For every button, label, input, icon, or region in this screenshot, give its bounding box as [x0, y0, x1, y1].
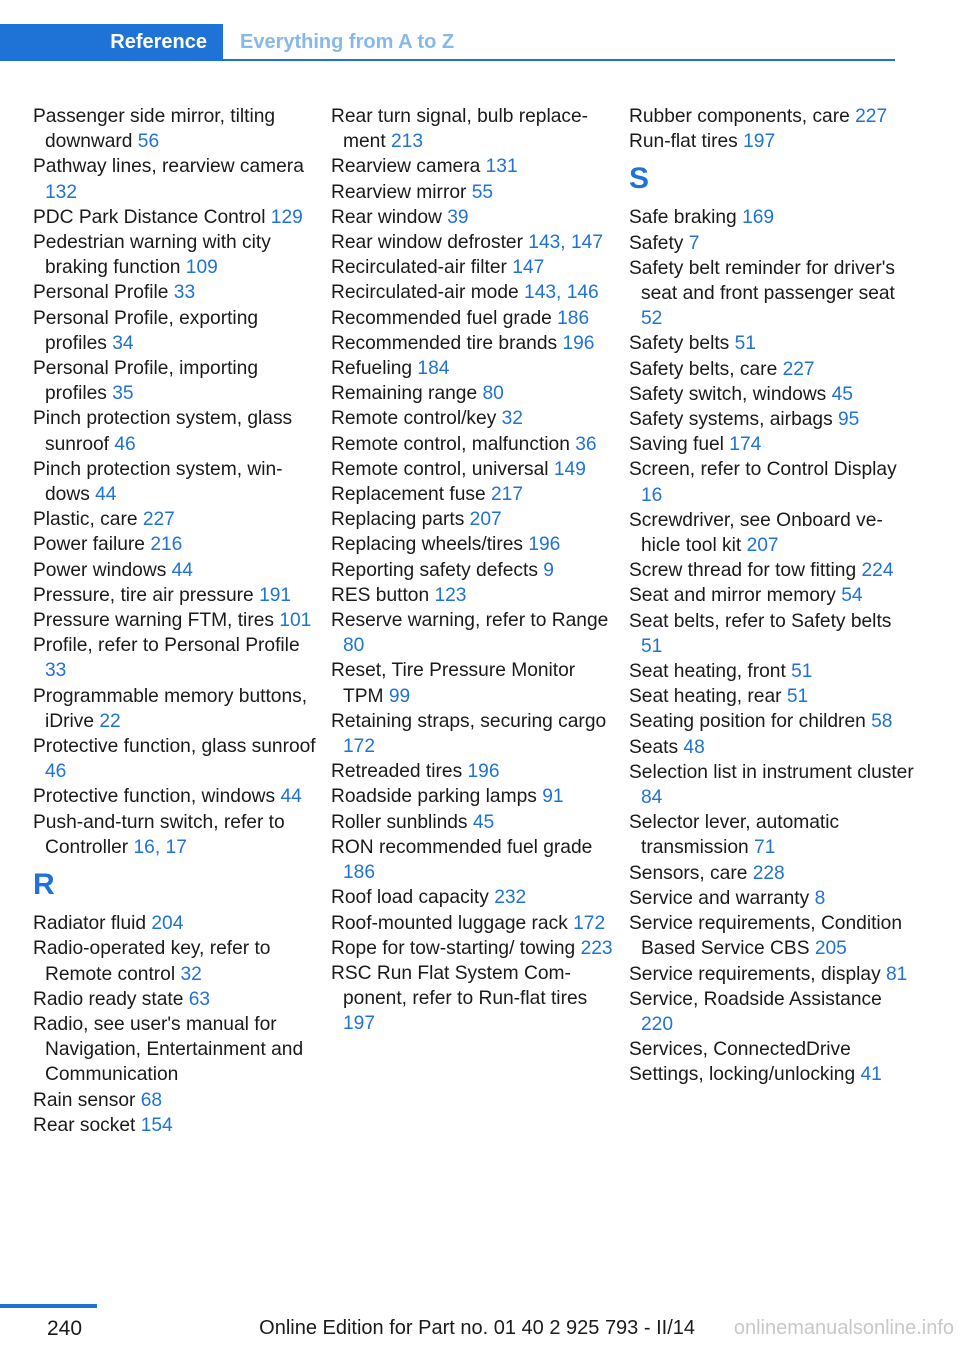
- page-reference-link[interactable]: 71: [754, 837, 776, 859]
- page-reference-link[interactable]: 147: [512, 257, 545, 279]
- page-reference-link[interactable]: 197: [743, 131, 776, 153]
- index-term: Safety systems, airbags: [629, 409, 839, 431]
- index-entry: [33, 911, 318, 936]
- index-entry: [629, 558, 914, 583]
- index-term: Personal Profile: [33, 282, 174, 304]
- page-reference-link[interactable]: 186: [343, 862, 376, 884]
- index-entry: [629, 1062, 914, 1087]
- page-reference-link[interactable]: 54: [841, 585, 863, 607]
- page-reference-link[interactable]: 196: [467, 761, 500, 783]
- index-entry: [331, 205, 616, 230]
- page-reference-link[interactable]: 101: [279, 610, 312, 632]
- index-term: Recommended tire brands: [331, 332, 563, 354]
- index-term: Pathway lines, rearview camera: [33, 156, 304, 178]
- page-reference-link[interactable]: 172: [573, 912, 606, 934]
- index-term: Seat belts, refer to Safety belts: [629, 610, 892, 632]
- index-term: Selector lever, automatic transmission: [629, 812, 840, 859]
- index-entry: [331, 331, 616, 356]
- index-entry: [629, 659, 914, 684]
- page-reference-link[interactable]: 205: [814, 938, 847, 960]
- page-reference-link[interactable]: 227: [782, 358, 815, 380]
- index-term: RON recommended fuel grade: [331, 836, 593, 858]
- index-term: Rear socket: [33, 1114, 141, 1136]
- page-reference-link[interactable]: 33: [45, 660, 67, 682]
- index-term: Personal Profile, importing profiles: [33, 358, 259, 405]
- index-term: Radio, see user's manual for Navigation, Entertainment and Communication: [33, 1013, 304, 1086]
- page-reference-link[interactable]: 51: [791, 661, 813, 683]
- index-term: Safety switch, windows: [629, 383, 832, 405]
- index-entry: [331, 406, 616, 431]
- index-term: Seat and mirror memory: [629, 585, 842, 607]
- index-term: Screen, refer to Control Display: [629, 459, 897, 481]
- page-reference-link[interactable]: 169: [742, 207, 775, 229]
- index-term: Pressure warning FTM, tires: [33, 610, 280, 632]
- page-reference-link[interactable]: 84: [641, 787, 663, 809]
- index-term: Screwdriver, see Onboard vehicle tool kit: [629, 509, 883, 557]
- index-column-2: [331, 104, 616, 1037]
- page-reference-link[interactable]: 36: [575, 433, 597, 455]
- index-entry: [629, 709, 914, 734]
- index-term: Rear turn signal, bulb replacement: [331, 106, 589, 153]
- index-term: Pinch protection system, glass sunroof: [33, 408, 293, 455]
- index-entry: [331, 658, 616, 708]
- index-term: PDC Park Distance Control: [33, 206, 271, 228]
- index-term: Seat heating, front: [629, 661, 792, 683]
- page-reference-link[interactable]: 196: [562, 332, 595, 354]
- page-reference-link[interactable]: 35: [112, 383, 134, 405]
- index-entry: [629, 760, 914, 810]
- index-entry: [33, 810, 318, 860]
- index-entry: [629, 231, 914, 256]
- page-reference-link[interactable]: 45: [831, 383, 853, 405]
- page-reference-link[interactable]: 186: [557, 307, 590, 329]
- page-reference-link[interactable]: 8: [814, 887, 826, 909]
- index-entry: [33, 608, 318, 633]
- index-term: Screw thread for tow fitting: [629, 560, 862, 582]
- page-reference-link[interactable]: 80: [482, 383, 504, 405]
- index-entry: [331, 911, 616, 936]
- page-reference-link[interactable]: 46: [114, 433, 136, 455]
- index-term: Retaining straps, securing cargo: [331, 710, 607, 732]
- index-term: Rear window defroster: [331, 232, 529, 254]
- index-entry: [331, 104, 616, 154]
- page-reference-link[interactable]: 44: [280, 786, 302, 808]
- section-letter: S: [629, 162, 650, 196]
- page-reference-link[interactable]: 56: [137, 131, 160, 153]
- index-entry: [331, 482, 616, 507]
- page-reference-link[interactable]: 224: [861, 560, 894, 582]
- index-term: Plastic, care: [33, 509, 143, 531]
- page-reference-link[interactable]: 213: [391, 131, 424, 153]
- index-entry: [331, 961, 616, 1037]
- index-term: Remaining range: [331, 383, 483, 405]
- index-entry: [629, 382, 914, 407]
- index-entry: [33, 734, 318, 784]
- page-reference-link[interactable]: 216: [150, 534, 183, 556]
- index-entry: [629, 256, 914, 332]
- index-term: Safety belts, care: [629, 358, 783, 380]
- index-entry: [33, 987, 318, 1012]
- page-reference-link[interactable]: 80: [343, 635, 365, 657]
- page-reference-link[interactable]: 154: [140, 1114, 173, 1136]
- index-term: Seating position for children: [629, 711, 872, 733]
- page-reference-link[interactable]: 143, 146: [524, 282, 599, 304]
- page-reference-link[interactable]: 191: [259, 584, 292, 606]
- page-reference-link[interactable]: 48: [683, 736, 705, 758]
- index-entry: [331, 835, 616, 885]
- index-term: Push-and-turn switch, refer to Controller: [33, 811, 285, 858]
- index-entry: [629, 609, 914, 659]
- index-entry: [33, 205, 318, 230]
- page-reference-link[interactable]: 204: [151, 913, 184, 935]
- index-term: Rubber components, care: [629, 106, 856, 127]
- edition-note: Online Edition for Part no. 01 40 2 925 793 - II/14: [259, 1317, 695, 1339]
- site-watermark: onlinemanualsonline.info: [733, 1317, 954, 1339]
- index-entry: [33, 532, 318, 557]
- index-entry: [33, 457, 318, 507]
- index-term: Selection list in instrument cluster: [629, 761, 914, 783]
- index-entry: [33, 558, 318, 583]
- index-entry: [33, 936, 318, 986]
- page-reference-link[interactable]: 32: [180, 963, 202, 985]
- index-term: Personal Profile, exporting profiles: [33, 307, 259, 354]
- index-term: Services, ConnectedDrive: [629, 1039, 851, 1061]
- index-term: Roof load capacity: [331, 887, 495, 909]
- index-term: Recommended fuel grade: [331, 307, 558, 329]
- index-entry: [33, 104, 318, 154]
- index-term: Protective function, glass sunroof: [33, 736, 316, 758]
- index-entry: [629, 331, 914, 356]
- index-entry: [33, 154, 318, 204]
- index-entry: [33, 306, 318, 356]
- index-entry: [33, 583, 318, 608]
- footer-rule: [0, 1304, 97, 1308]
- section-tab: Reference: [0, 24, 223, 61]
- index-entry: [331, 154, 616, 179]
- page-reference-link[interactable]: 9: [543, 559, 554, 581]
- index-term: Reset, Tire Pressure Monitor TPM: [331, 660, 576, 707]
- index-term: Service, Roadside Assistance: [629, 988, 882, 1010]
- index-entry: [629, 457, 914, 507]
- index-term: Safety: [629, 232, 689, 254]
- index-entry: [33, 1088, 318, 1113]
- page-reference-link[interactable]: 131: [485, 156, 518, 178]
- index-entry: [331, 255, 616, 280]
- index-term: Saving fuel: [629, 434, 730, 456]
- index-term: Radio-operated key, refer to Remote control: [33, 938, 271, 985]
- page-reference-link[interactable]: 129: [270, 206, 303, 228]
- index-entry: [331, 558, 616, 583]
- index-term: Seat heating, rear: [629, 686, 787, 708]
- index-term: Service requirements, Condition Based Service CBS: [629, 913, 903, 960]
- index-term: Service and warranty: [629, 887, 815, 909]
- page-reference-link[interactable]: 68: [140, 1089, 163, 1111]
- index-term: Remote control, universal: [331, 458, 554, 480]
- index-term: Rope for tow-starting/ towing: [331, 937, 581, 959]
- page-reference-link[interactable]: 55: [471, 181, 494, 203]
- index-term: Sensors, care: [629, 862, 753, 884]
- page-reference-link[interactable]: 34: [112, 332, 134, 354]
- index-term: Replacing wheels/tires: [331, 534, 529, 556]
- index-term: Safe braking: [629, 207, 743, 229]
- page-reference-link[interactable]: 109: [185, 257, 218, 279]
- index-term: Safety belts: [629, 333, 735, 355]
- index-entry: [629, 886, 914, 911]
- index-term: Seats: [629, 736, 684, 758]
- page-reference-link[interactable]: 232: [494, 887, 527, 909]
- index-term: Pinch protection system, windows: [33, 458, 283, 506]
- index-entry: [33, 784, 318, 809]
- page-reference-link[interactable]: 184: [417, 358, 450, 380]
- page-reference-link[interactable]: 16: [641, 484, 663, 506]
- page-reference-link[interactable]: 220: [641, 1013, 674, 1035]
- index-term: Rear window: [331, 206, 448, 228]
- page-reference-link[interactable]: 81: [886, 963, 908, 985]
- index-entry: [331, 381, 616, 406]
- index-entry: [33, 280, 318, 305]
- chapter-title: Everything from A to Z: [240, 31, 455, 53]
- index-entry: [331, 230, 616, 255]
- index-term: Rain sensor: [33, 1089, 141, 1111]
- index-term: Profile, refer to Personal Profile: [33, 635, 300, 657]
- index-entry: [331, 709, 616, 759]
- index-term: Replacement fuse: [331, 484, 491, 506]
- index-term: RES button: [331, 584, 435, 606]
- index-entry: [33, 356, 318, 406]
- index-entry: [629, 508, 914, 558]
- page-reference-link[interactable]: 16, 17: [133, 836, 187, 858]
- page-reference-link[interactable]: 44: [95, 484, 117, 506]
- index-entry: [33, 507, 318, 532]
- page-reference-link[interactable]: 227: [142, 509, 175, 531]
- index-term: Reserve warning, refer to Range: [331, 610, 609, 632]
- page-reference-link[interactable]: 46: [45, 761, 67, 783]
- index-entry: [331, 356, 616, 381]
- page-reference-link[interactable]: 172: [343, 736, 376, 758]
- index-entry: [331, 583, 616, 608]
- page-reference-link[interactable]: 228: [752, 862, 785, 884]
- index-entry: [331, 810, 616, 835]
- page-number: 240: [47, 1317, 83, 1340]
- index-entry: [629, 129, 914, 154]
- page-reference-link[interactable]: 63: [188, 988, 211, 1010]
- page-reference-link[interactable]: 149: [553, 458, 586, 480]
- index-entry: [331, 180, 616, 205]
- index-entry: [331, 759, 616, 784]
- index-entry: [331, 936, 616, 961]
- index-term: Rearview mirror: [331, 181, 472, 203]
- page-reference-link[interactable]: 123: [434, 584, 467, 606]
- page-reference-link[interactable]: 91: [542, 786, 564, 808]
- page-reference-link[interactable]: 51: [641, 635, 663, 657]
- index-column-1: [33, 104, 318, 1138]
- index-term: Programmable memory buttons, iDrive: [33, 685, 308, 732]
- index-entry: [33, 406, 318, 456]
- index-entry: [629, 357, 914, 382]
- page-reference-link[interactable]: 174: [729, 434, 762, 456]
- index-term: Recirculated-air filter: [331, 257, 513, 279]
- index-entry: [33, 684, 318, 734]
- index-entry: [629, 911, 914, 961]
- index-term: RSC Run Flat System Component, refer to Run-flat tires: [331, 962, 588, 1010]
- page-reference-link[interactable]: 51: [734, 333, 756, 355]
- section-letter: R: [33, 868, 55, 902]
- page-reference-link[interactable]: 207: [469, 509, 502, 531]
- index-term: Passenger side mirror, tilting downward: [33, 106, 276, 153]
- page-reference-link[interactable]: 33: [173, 282, 196, 304]
- index-entry: [629, 205, 914, 230]
- index-term: Run-flat tires: [629, 131, 744, 153]
- index-entry: [629, 583, 914, 608]
- index-term: Radiator fluid: [33, 913, 152, 935]
- index-column-3: [629, 104, 914, 1088]
- index-entry: [331, 784, 616, 809]
- index-entry: [629, 104, 914, 129]
- index-term: Pressure, tire air pressure: [33, 584, 260, 606]
- index-term: Recirculated-air mode: [331, 282, 525, 304]
- index-entry: [331, 457, 616, 482]
- index-term: Service requirements, display: [629, 963, 887, 985]
- index-entry: [331, 306, 616, 331]
- page-reference-link[interactable]: 95: [838, 409, 860, 431]
- page-reference-link[interactable]: 196: [528, 534, 561, 556]
- page-reference-link[interactable]: 51: [786, 686, 809, 708]
- page-reference-link[interactable]: 58: [871, 711, 893, 733]
- index-entry: [33, 633, 318, 683]
- index-term: Power windows: [33, 559, 172, 581]
- index-entry: [331, 532, 616, 557]
- page-reference-link[interactable]: 143, 147: [528, 232, 603, 254]
- index-entry: [331, 608, 616, 658]
- page-reference-link[interactable]: 207: [746, 535, 779, 557]
- index-term: Remote control/key: [331, 408, 502, 430]
- page-reference-link[interactable]: 22: [99, 710, 121, 732]
- page-header: [0, 24, 895, 61]
- index-entry: [331, 507, 616, 532]
- page-reference-link[interactable]: 45: [472, 811, 495, 833]
- index-term: Roof-mounted luggage rack: [331, 912, 574, 934]
- page-reference-link[interactable]: 223: [580, 937, 613, 959]
- index-term: Refueling: [331, 358, 418, 380]
- index-entry: [331, 885, 616, 910]
- index-term: Power failure: [33, 534, 151, 556]
- index-term: Rearview camera: [331, 156, 486, 178]
- page-reference-link[interactable]: 132: [45, 181, 78, 203]
- page-reference-link[interactable]: 7: [688, 232, 700, 254]
- index-term: Safety belt reminder for driver's seat and front passenger seat: [629, 257, 895, 305]
- index-entry: [629, 735, 914, 760]
- page-reference-link[interactable]: 41: [860, 1064, 882, 1086]
- page-reference-link[interactable]: 44: [171, 559, 193, 581]
- index-entry: [629, 407, 914, 432]
- index-term: Radio ready state: [33, 988, 189, 1010]
- index-entry: [33, 1012, 318, 1088]
- index-entry: [629, 810, 914, 860]
- index-term: Roadside parking lamps: [331, 786, 543, 808]
- index-entry: [629, 987, 914, 1037]
- index-term: Replacing parts: [331, 509, 470, 531]
- index-term: Roller sunblinds: [331, 811, 473, 833]
- index-entry: [331, 280, 616, 305]
- page-reference-link[interactable]: 32: [501, 408, 523, 430]
- index-entry: [629, 684, 914, 709]
- page-reference-link[interactable]: 99: [388, 685, 411, 707]
- index-term: Pedestrian warning with city braking function: [33, 232, 271, 279]
- index-entry: [629, 1037, 914, 1062]
- index-term: Retreaded tires: [331, 761, 468, 783]
- index-term: Reporting safety defects: [331, 559, 544, 581]
- index-entry: [629, 962, 914, 987]
- index-entry: [331, 432, 616, 457]
- index-entry: [33, 230, 318, 280]
- page-reference-link[interactable]: 39: [447, 206, 469, 228]
- page-reference-link[interactable]: 197: [343, 1013, 376, 1035]
- index-term: Remote control, malfunction: [331, 433, 576, 455]
- page-reference-link[interactable]: 217: [490, 484, 523, 506]
- page-reference-link[interactable]: 227: [855, 106, 888, 127]
- index-term: Protective function, windows: [33, 786, 281, 808]
- index-entry: [33, 1113, 318, 1138]
- page-reference-link[interactable]: 52: [641, 308, 663, 330]
- index-entry: [629, 861, 914, 886]
- index-term: Settings, locking/unlocking: [629, 1064, 861, 1086]
- index-entry: [629, 432, 914, 457]
